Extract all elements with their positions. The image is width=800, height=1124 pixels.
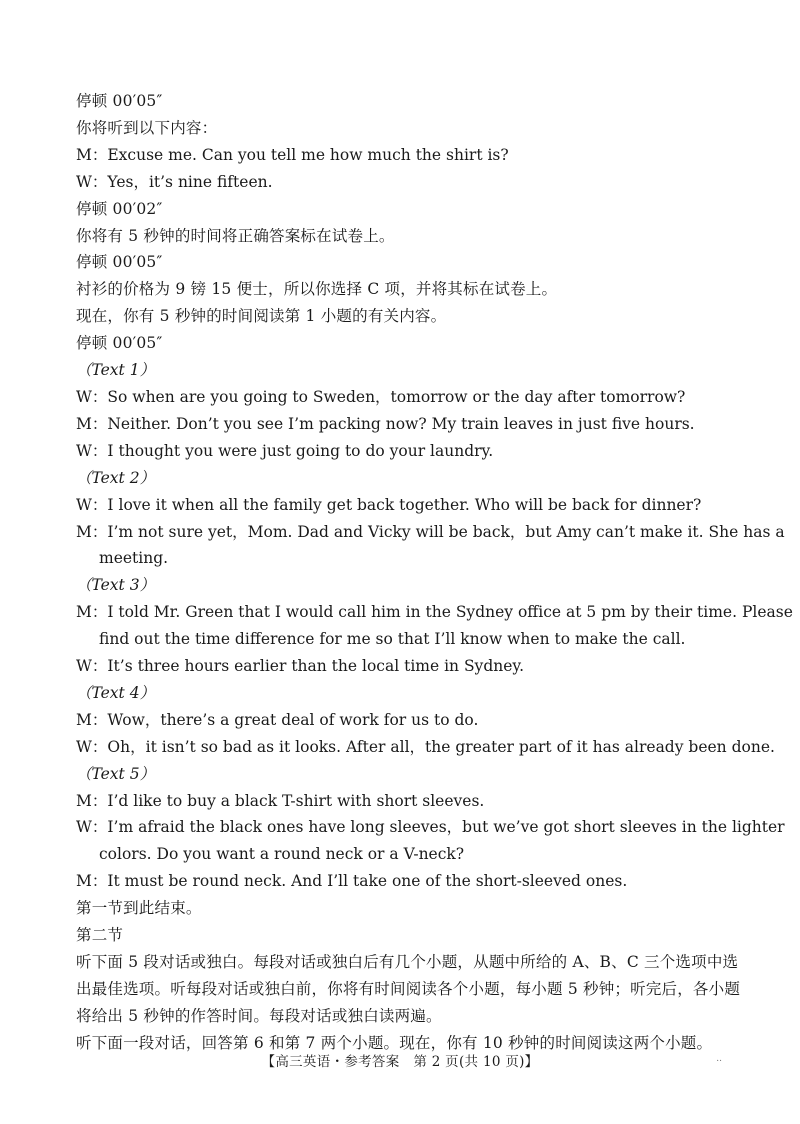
text-label: （Text 5）: [76, 764, 156, 783]
document-body: [76, 88, 793, 1057]
dialogue-line: M：It must be round neck. And I’ll take one of the short-sleeved ones.: [76, 872, 628, 891]
instruction-line: 出最佳选项。听每段对话或独白前，你将有时间阅读各个小题，每小题 5 秒钟；听完后，各小题: [76, 979, 741, 998]
text-label: （Text 3）: [76, 576, 156, 595]
dialogue-line: W：I thought you were just going to do your laundry.: [76, 441, 494, 460]
instruction-line: 你将听到以下内容：: [76, 118, 218, 137]
instruction-line: 听下面 5 段对话或独白。每段对话或独白后有几个小题，从题中所给的 A、B、C 三个选项中选: [76, 953, 739, 971]
instruction-line: 你将有 5 秒钟的时间将正确答案标在试卷上。: [76, 226, 395, 245]
pause-line: 停顿 00′05″: [76, 92, 163, 110]
instruction-line: 现在，你有 5 秒钟的时间阅读第 1 小题的有关内容。: [76, 307, 447, 326]
section-heading: 第二节: [76, 926, 124, 945]
corner-mark: ..: [716, 1054, 722, 1064]
text-label: （Text 4）: [76, 683, 156, 702]
dialogue-line: M：Excuse me. Can you tell me how much the shirt is?: [76, 145, 509, 164]
dialogue-continuation: find out the time difference for me so that I’ll know when to make the call.: [99, 630, 686, 649]
pause-line: 停顿 00′02″: [76, 199, 163, 218]
pause-line: 停顿 00′05″: [76, 253, 163, 272]
dialogue-line: M：Neither. Don’t you see I’m packing now? My train leaves in just five hours.: [76, 414, 695, 433]
pause-line: 停顿 00′05″: [76, 334, 163, 353]
instruction-line: 听下面一段对话，回答第 6 和第 7 两个小题。现在，你有 10 秒钟的时间阅读这两个小题。: [76, 1033, 713, 1052]
text-label: （Text 1）: [76, 361, 156, 380]
dialogue-line: M：I told Mr. Green that I would call him in the Sydney office at 5 pm by their time. Please: [76, 603, 793, 622]
dialogue-line: W：Oh，it isn’t so bad as it looks. After all，the greater part of it has already been done.: [76, 737, 775, 756]
dialogue-line: W：It’s three hours earlier than the local time in Sydney.: [76, 657, 525, 676]
dialogue-line: M：Wow，there’s a great deal of work for us to do.: [76, 710, 479, 729]
dialogue-line: W：I love it when all the family get back together. Who will be back for dinner?: [76, 495, 702, 514]
dialogue-line: M：I’d like to buy a black T-shirt with short sleeves.: [76, 791, 485, 810]
page-footer: 【高三英语・参考答案 第 2 页(共 10 页)】: [261, 1054, 539, 1070]
dialogue-line: W：I’m afraid the black ones have long sleeves，but we’ve got short sleeves in the lighter: [76, 818, 785, 837]
dialogue-continuation: meeting.: [99, 549, 169, 568]
dialogue-line: W：So when are you going to Sweden，tomorrow or the day after tomorrow?: [76, 387, 686, 406]
text-label: （Text 2）: [76, 468, 156, 487]
dialogue-line: M：I’m not sure yet，Mom. Dad and Vicky will be back，but Amy can’t make it. She has a: [76, 522, 785, 541]
dialogue-line: W：Yes，it’s nine fifteen.: [76, 172, 273, 191]
section-end-line: 第一节到此结束。: [76, 899, 202, 918]
dialogue-continuation: colors. Do you want a round neck or a V-neck?: [99, 845, 465, 864]
instruction-line: 衬衫的价格为 9 镑 15 便士，所以你选择 C 项，并将其标在试卷上。: [76, 280, 558, 299]
instruction-line: 将给出 5 秒钟的作答时间。每段对话或独白读两遍。: [76, 1006, 442, 1025]
